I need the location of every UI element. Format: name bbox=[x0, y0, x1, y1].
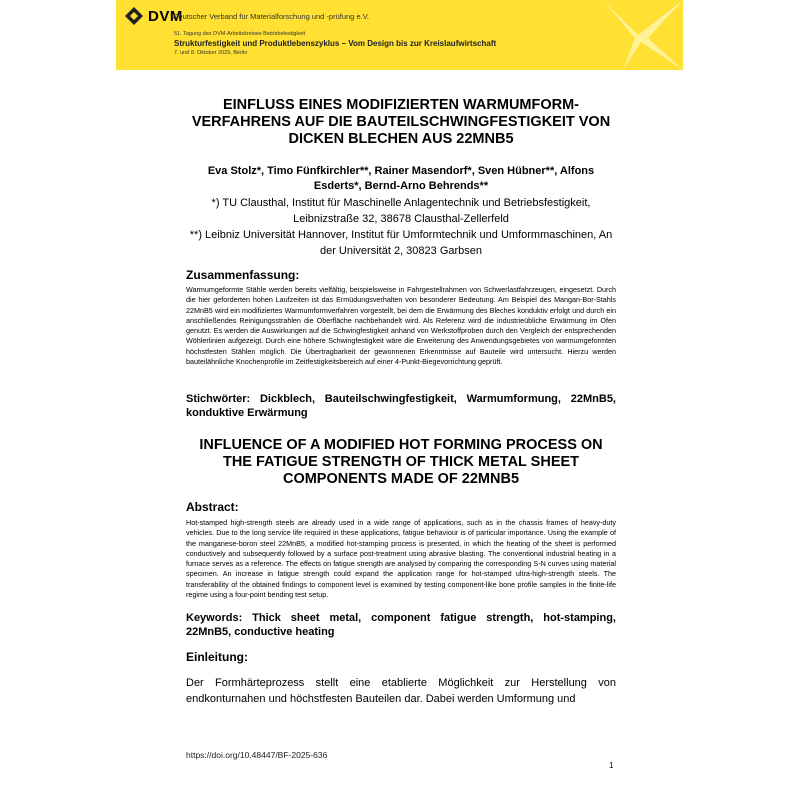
conference-date: 7. und 8. Oktober 2025, Berlin bbox=[174, 50, 248, 56]
doi-link[interactable]: https://doi.org/10.48447/BF-2025-636 bbox=[186, 750, 328, 760]
star-graphic bbox=[593, 0, 683, 70]
affiliation-1: *) TU Clausthal, Institut für Maschinelle Anlagentechnik und Betriebsfestigkeit, Leibnizstraße 32, 38678 Clausthal-Zellerfeld bbox=[211, 197, 591, 225]
authors: Eva Stolz*, Timo Fünfkirchler**, Rainer Masendorf*, Sven Hübner**, Alfons Esderts*, Bernd-Arno Behrends** bbox=[207, 165, 595, 192]
zusammenfassung-text: Warmumgeformte Stähle werden bereits vielfältig, beispielsweise in Fahrgestellrahmen von Schwerlastfahrzeugen, eingesetzt. Durch die hier geforderten hohen Laufzeiten ist das Ermüdungsverhalten von besonderer Bedeutung. Am Beispiel des Mangan-Bor-Stahls 22MnB5 wird ein modifiziertes Warmumformverfahren vorgestellt, bei dem die Erwärmung des Bleches konduktiv erfolgt und durch ein anschließendes Reinigungsstrahlen die Oberfläche nachbehandelt wird. Als Referenz wird die industrieübliche Erwärmung im Ofen genutzt. Es werden die Auswirkungen auf die Schwingfestigkeit anhand von Werkstoffproben durch den Vergleich der entsprechenden Wöhlerlinien aufgezeigt. Durch eine höhere Schwingfestigkeit wäre die Erweiterung des Anwendungsgebietes von warmumgeformten höchstfesten Stählen möglich. Die Übertragbarkeit der gewonnenen Erkenntnisse auf Bauteile wird untersucht. Hierzu werden bauteilähnliche Knochenprofile im Zeitfestigkeitsbereich auf einer 4-Punkt-Biegevorrichtung geprüft. bbox=[186, 285, 616, 367]
conference-title: Strukturfestigkeit und Produktlebenszyklus – Vom Design bis zur Kreislaufwirtschaft bbox=[174, 39, 497, 48]
organization-name: Deutscher Verband für Materialforschung und -prüfung e.V. bbox=[173, 12, 370, 21]
conference-line-1: 51. Tagung des DVM-Arbeitskreises Betriebsfestigkeit bbox=[174, 31, 306, 37]
abstract-heading: Abstract: bbox=[186, 500, 239, 514]
einleitung-text: Der Formhärteprozess stellt eine etablierte Möglichkeit zur Herstellung von endkonturnahen und höchstfesten Bauteilen dar. Dabei werden Umformung und bbox=[186, 677, 616, 705]
keywords: Keywords: Thick sheet metal, component fatigue strength, hot-stamping, 22MnB5, conductive heating bbox=[186, 612, 616, 638]
stichwoerter: Stichwörter: Dickblech, Bauteilschwingfestigkeit, Warmumformung, 22MnB5, konduktive Erwärmung bbox=[186, 393, 616, 419]
paper-title-english: INFLUENCE OF A MODIFIED HOT FORMING PROCESS ON THE FATIGUE STRENGTH OF THICK METAL SHEET COMPONENTS MADE OF 22MNB5 bbox=[199, 437, 603, 487]
paper-title-german: EINFLUSS EINES MODIFIZIERTEN WARMUMFORM-VERFAHRENS AUF DIE BAUTEILSCHWINGFESTIGKEIT VON DICKEN BLECHEN AUS 22MNB5 bbox=[191, 97, 611, 147]
zusammenfassung-heading: Zusammenfassung: bbox=[186, 268, 300, 282]
einleitung-heading: Einleitung: bbox=[186, 650, 248, 664]
page-number: 1 bbox=[609, 761, 614, 770]
dvm-logo-icon bbox=[124, 6, 144, 26]
abstract-text: Hot-stamped high-strength steels are already used in a wide range of applications, such as in the chassis frames of heavy-duty vehicles. Due to the long service life required in these applications, fatigue behaviour is of particular importance. Using the example of the manganese-boron steel 22MnB5, a modified hot-stamping process is presented, in which the heating of the sheet is performed conductively and subsequently followed by a surface post-treatment using abrasive blasting. The conventional industrial heating in a furnace serves as a reference. The effects on fatigue strength are analysed by comparing the corresponding S-N curves using material specimen. An increase in fatigue strength could expand the application range for hot-stamped ultra-high-strength steels. The transferability of the obtained findings to component level is examined by testing component-like bone profile samples in the finite-life regime using a four-point bending test setup. bbox=[186, 518, 616, 600]
logo-text: DVM bbox=[148, 7, 183, 25]
affiliation-2: **) Leibniz Universität Hannover, Institut für Umformtechnik und Umformmaschinen, An der Universität 2, 30823 Garbsen bbox=[189, 229, 613, 257]
